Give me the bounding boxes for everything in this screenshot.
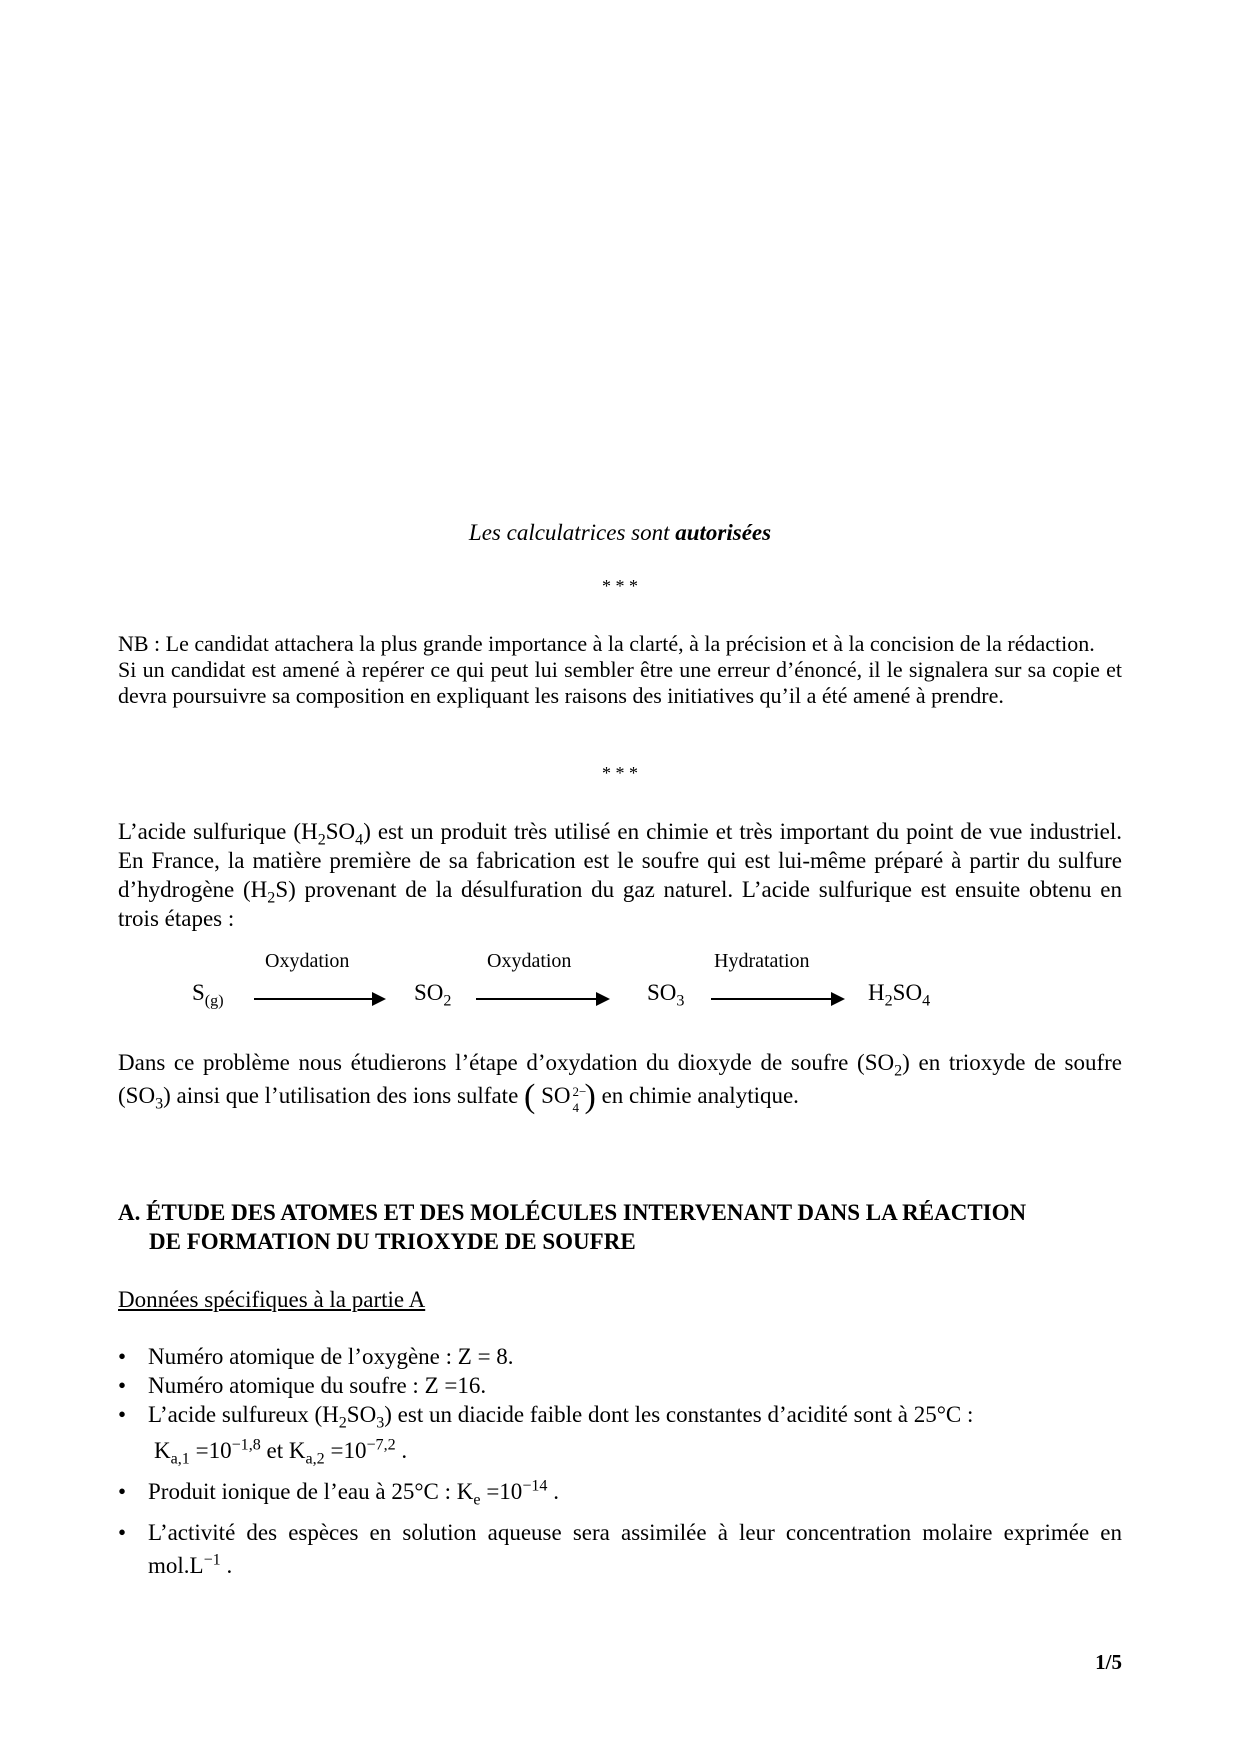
nb-paragraph xyxy=(118,631,1122,709)
step-label-hydration: Hydratation xyxy=(714,950,810,972)
intro-paragraph: L’acide sulfurique $(H_2SO_4)$ est un produit très utilisé en chimie et très important du point de vue industriel. En France, la matière première de sa fabrication est le soufre qui est lui-même préparé à partir du sulfure d’hydrogène $(H_2S)$ provenant de la désulfuration du gaz naturel. L’acide sulfurique est ensuite obtenu en trois étapes : xyxy=(118,819,1123,931)
problem-paragraph: Dans ce problème nous étudierons l’étape d’oxydation du dioxyde de soufre $(SO_2)$ en trioxyde de soufre $(SO_3)$ ainsi que l’utilisation des ions sulfate ( SO 2− 4 ) en chimie analytique. xyxy=(118,1050,1123,1115)
acidity-constants: $K_{a,1} =10^{-1,8}$ et $K_{a,2} =10^{-7,2}$ . xyxy=(154,1436,408,1468)
list-item: • L’activité des espèces en solution aqueuse sera assimilée à leur concentration molaire exprimée en $mol.L^{-1}$ . xyxy=(118,1516,1122,1582)
reaction-scheme xyxy=(0,950,1240,1020)
arrow-3 xyxy=(711,998,843,1000)
list-item: • Produit ionique de l’eau à 25°C : $K_e =10^{-14}$ . xyxy=(118,1477,1122,1506)
section-a-title: A. ÉTUDE DES ATOMES ET DES MOLÉCULES INTERVENANT DANS LA RÉACTION DE FORMATION DU TRIOXYDE DE SOUFRE xyxy=(118,1200,1027,1254)
nb-line-1: NB : Le candidat attachera la plus grande importance à la clarté, à la précision et à la concision de la rédaction. xyxy=(118,631,1095,656)
page-number: 1/5 xyxy=(1095,1650,1122,1674)
arrow-2 xyxy=(476,998,608,1000)
list-item: • Numéro atomique de l’oxygène : Z = 8. xyxy=(118,1342,1122,1371)
list-item: • Numéro atomique du soufre : Z =16. xyxy=(118,1371,1122,1400)
authorized-emphasis: autorisées xyxy=(675,520,772,545)
species-so2: $SO_2$ xyxy=(414,980,452,1010)
species-sulfur: $S_{(g)}$ xyxy=(192,980,224,1010)
part-a-data-list xyxy=(118,1342,1122,1582)
separator-stars-1: * * * xyxy=(602,576,638,596)
calculator-notice: Les calculatrices sont autorisées xyxy=(468,520,772,545)
sulfate-ion: SO 2− 4 xyxy=(541,1083,587,1115)
arrow-1 xyxy=(254,998,384,1000)
species-so3: $SO_3$ xyxy=(647,980,685,1010)
step-label-oxidation-2: Oxydation xyxy=(487,950,572,972)
list-item: • L’acide sulfureux $(H_2SO_3)$ est un diacide faible dont les constantes d’acidité sont à 25°C : $K_{a,1} =10^{-1,8}$ et $K_{a,2} =10^{-7,2}$ . xyxy=(118,1400,1122,1469)
step-label-oxidation-1: Oxydation xyxy=(265,950,350,972)
part-a-data-heading: Données spécifiques à la partie A xyxy=(118,1287,426,1312)
nb-line-2: Si un candidat est amené à repérer ce qui peut lui sembler être une erreur d’énoncé, il le signalera sur sa copie et devra poursuivre sa composition en expliquant les raisons des initiatives qu’il a été amené à prendre. xyxy=(118,657,1122,708)
species-h2so4: $H_2SO_4$ xyxy=(868,980,931,1010)
separator-stars-2: * * * xyxy=(602,763,638,783)
